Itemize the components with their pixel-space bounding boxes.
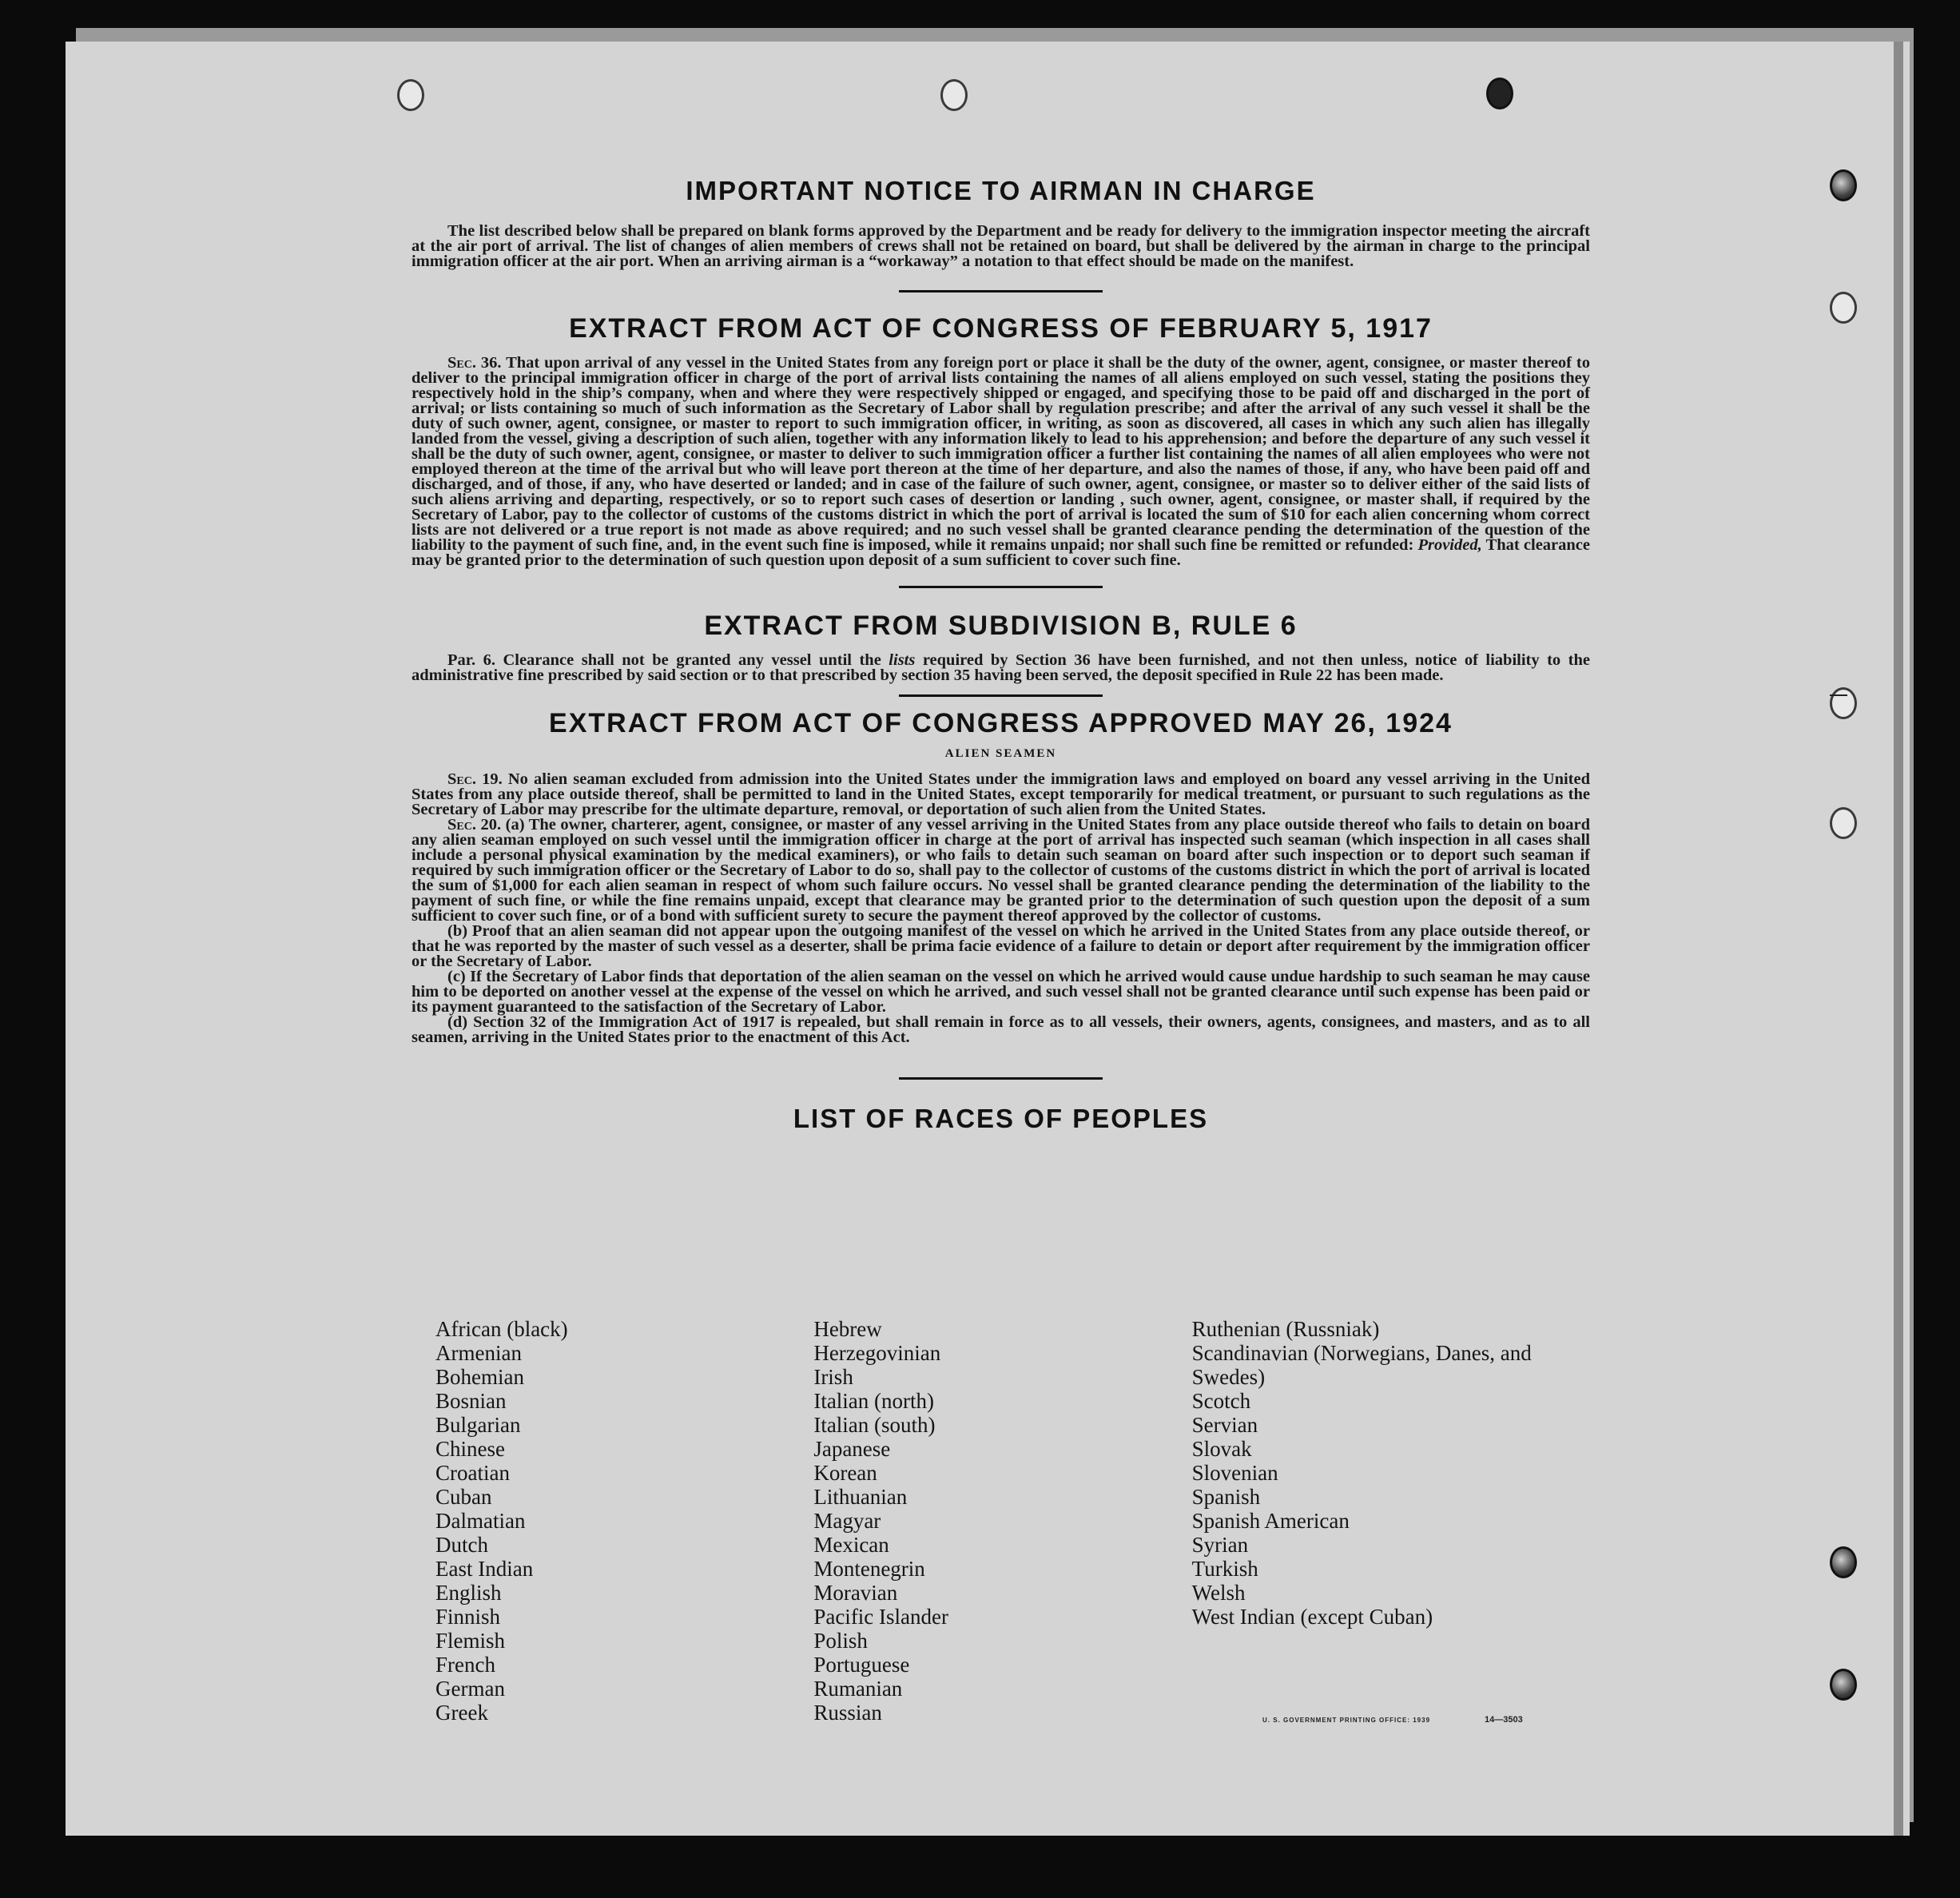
punch-hole-icon (1830, 807, 1857, 839)
race-item: Portuguese (813, 1653, 910, 1677)
par-6-start: Par. 6. Clearance shall not be granted any vessel until the (447, 651, 881, 669)
printer-imprint: U. S. GOVERNMENT PRINTING OFFICE: 1939 (1262, 1717, 1431, 1724)
race-item: Russian (813, 1701, 882, 1725)
race-item: Spanish (1191, 1485, 1261, 1509)
punch-hole-icon (940, 79, 968, 111)
sec-36-body: That upon arrival of any vessel in the United States from any foreign port or place it shall be the duty of the owner, agent, consignee, or master thereof to deliver to the principal immigration officer in charge of the port of arrival lists containing the names of all aliens employed on such vessel, stating the positions they respectively hold in the ship’s company, when and where they were respectively shipped or engaged, and specifying those to be paid off and discharged in the port of arrival; or lists containing so much of such information as the Secretary of Labor shall by regulation prescribe; and after the arrival of any such vessel it shall be the duty of such owner, agent, consignee, or master to report to such immigration officer, in writing, as soon as discovered, all cases in which any such alien has illegally landed from the vessel, giving a description of such alien, together with any information likely to lead to his apprehension; and before the departure of any such vessel it shall be the duty of such owner, agent, consignee, or master to deliver to such immigration officer a further list containing the names of all alien employees who were not employed thereon at the time of the arrival but who will leave port thereon at the time of her departure, and also the names of those, if any, who have been paid off and discharged, and of those, if any, who have deserted or landed; and in case of the failure of such owner, agent, consignee, or master so to deliver either of the said lists of such aliens arriving and departing, respectively, or so to report such cases of desertion or landing , such owner, agent, consignee, or master shall, if required by the Secretary of Labor, pay to the collector of customs of the customs district in which the port of arrival is located the sum of $10 for each alien concerning whom correct lists are not delivered or a true report is not made as above required; and no such vessel shall be granted clearance pending the determination of the question of the liability to the payment of such fine, and, in the event such fine is imposed, while it remains unpaid; nor shall such fine be remitted or refunded: (411, 354, 1590, 554)
race-item: Dalmatian (435, 1509, 526, 1533)
race-item: Montenegrin (813, 1557, 925, 1581)
race-item: Armenian (435, 1341, 522, 1365)
race-item: Japanese (813, 1437, 891, 1461)
sec-36-proviso: That clearance may be granted prior to the determination of such question upon deposit of a sum sufficient to cover such fine. (411, 536, 1590, 569)
act-1924-title: EXTRACT FROM ACT OF CONGRESS APPROVED MAY 26, 1924 (549, 708, 1453, 738)
act-1917-title: EXTRACT FROM ACT OF CONGRESS OF FEBRUARY 5, 1917 (569, 313, 1433, 344)
sec-20a-text (411, 818, 1590, 924)
hole-mark (1830, 694, 1847, 696)
race-item: Slovak (1191, 1437, 1252, 1461)
sec-19-label: Sec. 19. (447, 770, 503, 788)
sec-20a-body: (a) The owner, charterer, agent, consignee, or master of any vessel arriving in the United States from any place outside thereof who fails to detain on board any alien seaman employed on such vessel until the immigration officer in charge at the port of arrival has inspected such seaman (which inspection in all cases shall include a personal physical examination by the medical examiners), or who fails to detain such seaman on board after such inspection or to deport such seaman if required by such immigration officer or the Secretary of Labor to do so, shall pay to the collector of customs of the customs district in which the port of arrival is located the sum of $1,000 for each alien seaman in respect of whom such failure occurs. No vessel shall be granted clearance pending the determination of the liability to the payment of such fine, or while the fine remains unpaid, except that clearance may be granted prior to the determination of such question upon the deposit of a sum sufficient to cover such fine, or of a bond with sufficient surety to secure the payment thereof approved by the collector of customs. (411, 816, 1590, 925)
par-6-text (411, 653, 1590, 683)
race-item: Bohemian (435, 1365, 524, 1389)
sec-19-text (411, 772, 1590, 818)
par-6-end: required by Section 36 have been furnished, and not then unless, notice of liability to the administrative fine prescribed by said section or to that prescribed by section 35 having been served, the deposit specified in Rule 22 has been made. (411, 651, 1590, 684)
race-item: Italian (north) (813, 1389, 935, 1413)
notice-text: The list described below shall be prepared on blank forms approved by the Department and be ready for delivery to the immigration inspector meeting the aircraft at the air port of arrival. The list of changes of alien members of crews shall not be retained on board, but shall be delivered by the airman in charge to the principal immigration officer at the air port. When an arriving airman is a “workaway” a notation to that effect should be made on the manifest. (411, 222, 1590, 270)
race-item: Hebrew (813, 1317, 882, 1341)
provided-term: Provided, (1417, 536, 1482, 554)
race-item: Welsh (1191, 1581, 1246, 1605)
race-item: Korean (813, 1461, 877, 1485)
race-item: Ruthenian (Russniak) (1191, 1317, 1380, 1341)
sec-20-label: Sec. 20. (447, 816, 502, 834)
sec-36-text (411, 356, 1590, 568)
punch-hole-icon (397, 79, 424, 111)
rule-6-title: EXTRACT FROM SUBDIVISION B, RULE 6 (704, 611, 1298, 641)
race-item: Herzegovinian (813, 1341, 941, 1365)
races-list (435, 1317, 1570, 1725)
race-item: Dutch (435, 1533, 488, 1557)
lists-term: lists (889, 651, 916, 669)
race-item: East Indian (435, 1557, 534, 1581)
race-item: African (black) (435, 1317, 568, 1341)
race-item: Irish (813, 1365, 853, 1389)
document-body (411, 176, 1590, 1134)
races-title: LIST OF RACES OF PEOPLES (793, 1104, 1209, 1133)
races-column-3 (1192, 1317, 1570, 1725)
race-item: West Indian (except Cuban) (1191, 1605, 1433, 1629)
punch-hole-icon (1830, 1546, 1857, 1578)
sec-20b-text: (b) Proof that an alien seaman did not appear upon the outgoing manifest of the vessel on which he arrived in the United States from any place outside thereof, or that he was reported by the master of such vessel as a deserter, shall be prima facie evidence of a failure to detain or deport after requirement by the immigration officer or the Secretary of Labor. (411, 922, 1590, 970)
punch-hole-icon (1486, 78, 1513, 109)
race-item: Cuban (435, 1485, 492, 1509)
race-item: Magyar (813, 1509, 881, 1533)
race-item: Scotch (1191, 1389, 1251, 1413)
race-item: Syrian (1191, 1533, 1249, 1557)
race-item: Spanish American (1191, 1509, 1350, 1533)
race-item: Pacific Islander (813, 1605, 948, 1629)
page-edge (1894, 42, 1903, 1836)
races-column-2 (813, 1317, 1191, 1725)
punch-hole-icon (1830, 292, 1857, 324)
race-item: Slovenian (1191, 1461, 1278, 1485)
notice-title: IMPORTANT NOTICE TO AIRMAN IN CHARGE (686, 176, 1316, 205)
race-item: Scandinavian (Norwegians, Danes, and Swedes) (1191, 1341, 1532, 1389)
race-item: Greek (435, 1701, 488, 1725)
race-item: Bulgarian (435, 1413, 521, 1437)
sec-36-label: Sec. 36. (447, 354, 502, 372)
race-item: Mexican (813, 1533, 889, 1557)
race-item: English (435, 1581, 502, 1605)
sec-19-body: No alien seaman excluded from admission into the United States under the immigration laws and employed on board any vessel arriving in the United States from any place outside thereof, shall be permitted to land in the United States, except temporarily for medical treatment, or pursuant to such regulations as the Secretary of Labor may prescribe for the ultimate departure, removal, or deportation of such alien from the United States. (411, 770, 1590, 818)
race-item: Moravian (813, 1581, 898, 1605)
sec-20c-text: (c) If the Secretary of Labor finds that deportation of the alien seaman on the vessel on which he arrived would cause undue hardship to such seaman he may cause him to be deported on another vessel at the expense of the vessel on which he arrived, and such vessel shall not be granted clearance until such expense has been paid or its payment guaranteed to the satisfaction of the Secretary of Labor. (411, 968, 1590, 1016)
alien-seamen-heading: ALIEN SEAMEN (944, 747, 1057, 760)
race-item: French (435, 1653, 495, 1677)
race-item: Finnish (435, 1605, 501, 1629)
punch-hole-icon (1830, 169, 1857, 201)
punch-hole-icon (1830, 687, 1857, 719)
sec-20d-text: (d) Section 32 of the Immigration Act of 1917 is repealed, but shall remain in force as to all vessels, their owners, agents, consignees, and masters, and as to all seamen, arriving in the United States prior to the enactment of this Act. (411, 1013, 1590, 1046)
race-item: Lithuanian (813, 1485, 908, 1509)
race-item: Italian (south) (813, 1413, 936, 1437)
race-item: Chinese (435, 1437, 505, 1461)
form-number: 14—3503 (1485, 1715, 1523, 1725)
race-item: Rumanian (813, 1677, 903, 1701)
race-item: Croatian (435, 1461, 510, 1485)
race-item: German (435, 1677, 505, 1701)
race-item: Servian (1191, 1413, 1258, 1437)
race-item: Bosnian (435, 1389, 507, 1413)
race-item: Flemish (435, 1629, 506, 1653)
race-item: Turkish (1191, 1557, 1258, 1581)
races-column-1 (435, 1317, 813, 1725)
race-item: Polish (813, 1629, 868, 1653)
punch-hole-icon (1830, 1669, 1857, 1701)
